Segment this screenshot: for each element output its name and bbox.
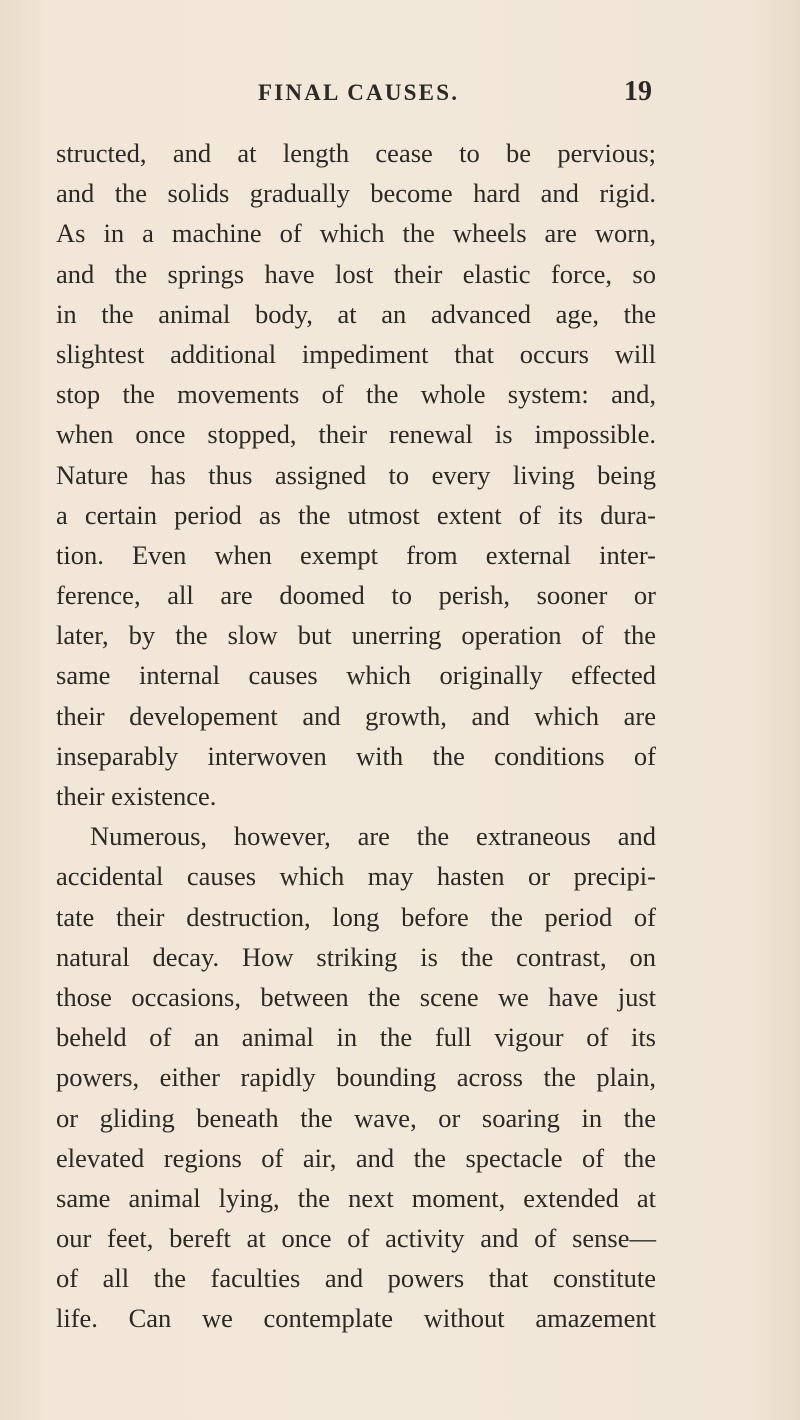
text-line: accidental causes which may hasten or precipi- <box>56 861 656 892</box>
text-line: in the animal body, at an advanced age, the <box>56 298 656 329</box>
text-line: those occasions, between the scene we have just <box>56 981 656 1012</box>
text-line: same animal lying, the next moment, extended at <box>56 1182 656 1213</box>
text-line: and the solids gradually become hard and rigid. <box>56 178 656 209</box>
page-number: 19 <box>624 76 652 107</box>
text-line: As in a machine of which the wheels are worn, <box>56 218 656 249</box>
text-line: Nature has thus assigned to every living being <box>56 459 656 490</box>
paragraph-start-line: Numerous, however, are the extraneous and <box>90 821 656 852</box>
text-line: elevated regions of air, and the spectacle of the <box>56 1142 656 1173</box>
running-title: FINAL CAUSES. <box>258 80 460 105</box>
text-line: same internal causes which originally effected <box>56 660 656 691</box>
text-line: when once stopped, their renewal is impossible. <box>56 419 656 450</box>
text-line: life. Can we contemplate without amazement <box>56 1303 656 1334</box>
text-line: later, by the slow but unerring operation of the <box>56 620 656 651</box>
text-line: or gliding beneath the wave, or soaring in the <box>56 1102 656 1133</box>
text-line: their developement and growth, and which are <box>56 700 656 731</box>
text-line: ference, all are doomed to perish, sooner or <box>56 580 656 611</box>
text-line: inseparably interwoven with the conditions of <box>56 740 656 771</box>
text-line: of all the faculties and powers that constitute <box>56 1263 656 1294</box>
text-line: tion. Even when exempt from external inter- <box>56 539 656 570</box>
text-line: beheld of an animal in the full vigour of its <box>56 1022 656 1053</box>
text-line: powers, either rapidly bounding across the plain, <box>56 1062 656 1093</box>
paragraph-end-line: their existence. <box>56 781 217 811</box>
text-line: and the springs have lost their elastic force, so <box>56 258 656 289</box>
text-line: tate their destruction, long before the period of <box>56 901 656 932</box>
text-line: stop the movements of the whole system: and, <box>56 379 656 410</box>
text-line: a certain period as the utmost extent of its dura- <box>56 499 656 530</box>
text-line: natural decay. How striking is the contrast, on <box>56 941 656 972</box>
text-line: slightest additional impediment that occurs will <box>56 338 656 369</box>
text-line: structed, and at length cease to be pervious; <box>56 138 656 168</box>
text-line: our feet, bereft at once of activity and of sense— <box>56 1223 656 1254</box>
body-text <box>56 133 656 1339</box>
running-head <box>0 76 800 114</box>
